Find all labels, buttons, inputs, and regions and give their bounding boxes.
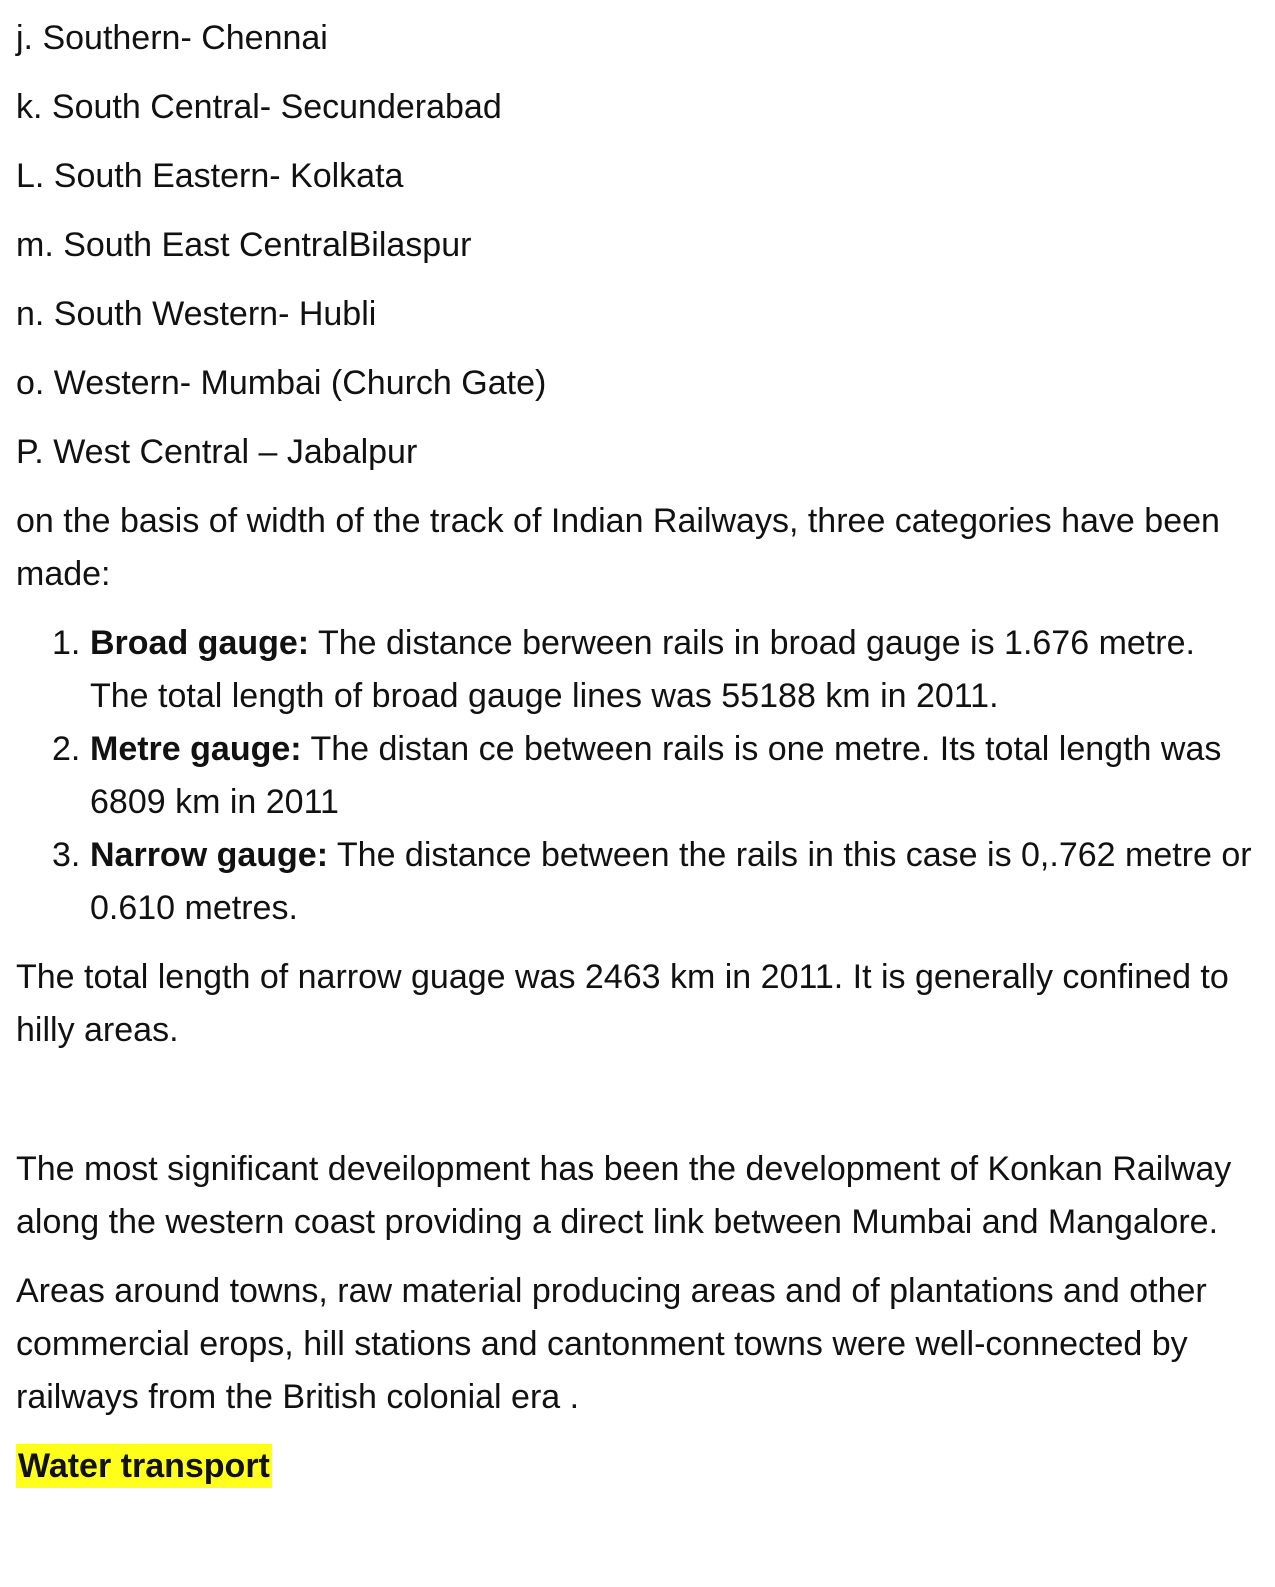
railway-zone-list [16,12,1256,479]
section-heading-wrapper [16,1440,1256,1493]
railway-zone-item: o. Western- Mumbai (Church Gate) [16,364,547,402]
colonial-railways-paragraph: Areas around towns, raw material producing areas and of plantations and other commercial erops, hill stations and cantonment towns were well-connected by railways from the British colonial era . [16,1272,1207,1416]
gauge-number: 3. [52,836,81,874]
gauge-list-item [16,617,1256,723]
railway-zone-item: L. South Eastern- Kolkata [16,157,404,195]
gauge-description: The distan ce between rails is one metre. Its total length was 6809 km in 2011 [90,730,1222,821]
railway-zone-item: j. Southern- Chennai [16,19,328,57]
railway-zone-item: n. South Western- Hubli [16,295,377,333]
gauge-list-item [16,723,1256,829]
railway-zone-item: P. West Central – Jabalpur [16,433,418,471]
gauge-term: Narrow gauge: [90,836,329,874]
railway-zone-item: k. South Central- Secunderabad [16,88,502,126]
gauge-list [16,617,1256,935]
konkan-railway-paragraph: The most significant deveilopment has been the development of Konkan Railway along the western coast providing a direct link between Mumbai and Mangalore. [16,1150,1232,1241]
gauge-description: The distance berween rails in broad gauge is 1.676 metre. The total length of broad gauge lines was 55188 km in 2011. [90,624,1195,715]
water-transport-heading: Water transport [16,1444,272,1488]
gauge-intro-paragraph: on the basis of width of the track of Indian Railways, three categories have been made: [16,502,1220,593]
gauge-number: 1. [52,624,81,662]
railway-zone-item: m. South East CentralBilaspur [16,226,472,264]
gauge-description: The distance between the rails in this case is 0,.762 metre or 0.610 metres. [90,836,1252,927]
blank-space [16,1073,1256,1143]
document-page [16,12,1256,1493]
gauge-number: 2. [52,730,81,768]
narrow-gauge-note: The total length of narrow guage was 2463 km in 2011. It is generally confined to hilly areas. [16,958,1229,1049]
gauge-term: Metre gauge: [90,730,302,768]
gauge-list-item [16,829,1256,935]
gauge-term: Broad gauge: [90,624,310,662]
